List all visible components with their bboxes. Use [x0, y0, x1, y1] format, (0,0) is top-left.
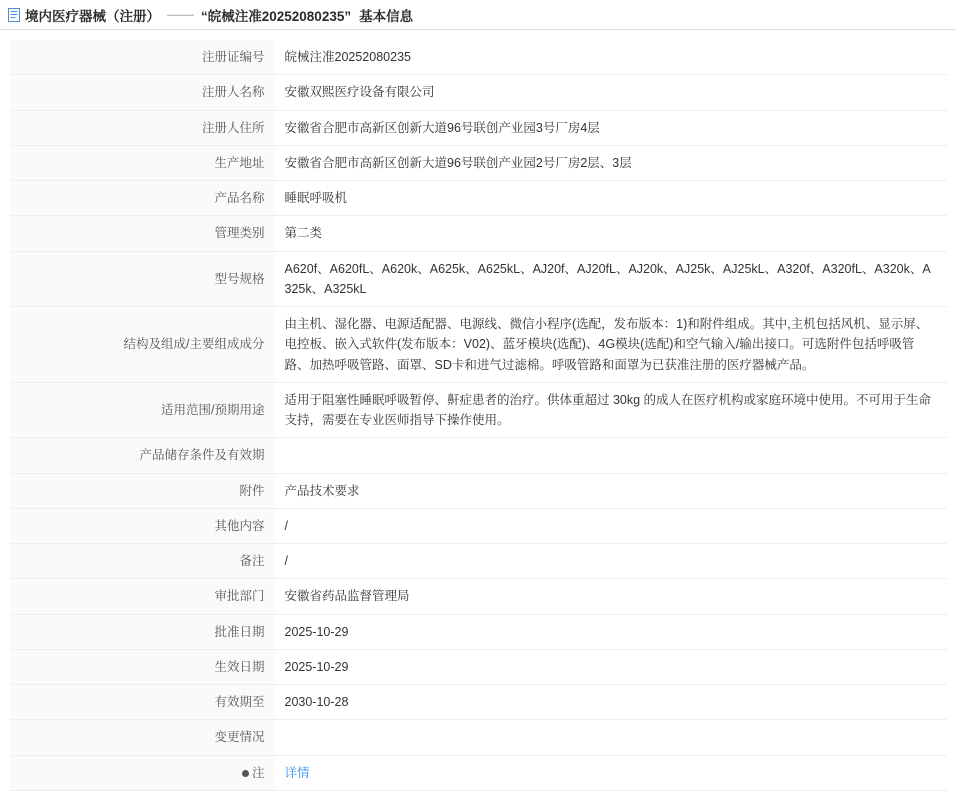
- row-value: 由主机、湿化器、电源适配器、电源线、微信小程序(选配，发布版本：1)和附件组成。其中,主机包括风机、显示屏、电控板、嵌入式软件(发布版本：V02)、蓝牙模块(选配)、4G模块(选配)和空气输入/输出接口。可选附件包括呼吸管路、加热呼吸管路、面罩、SD卡和进气过滤棉。呼吸管路和面罩为已获准注册的医疗器械产品。: [275, 307, 947, 383]
- row-label: 结构及组成/主要组成成分: [10, 307, 275, 383]
- row-value: 安徽双熙医疗设备有限公司: [275, 75, 947, 110]
- table-row: [10, 251, 947, 307]
- row-label: 审批部门: [10, 579, 275, 614]
- table-row: [10, 755, 947, 791]
- table-row: [10, 438, 947, 473]
- row-label: 产品储存条件及有效期: [10, 438, 275, 473]
- table-row: [10, 216, 947, 251]
- row-value: 2025-10-29: [275, 649, 947, 684]
- note-label-wrap: [242, 763, 265, 783]
- row-label: 产品名称: [10, 181, 275, 216]
- table-row: [10, 544, 947, 579]
- row-value: 睡眠呼吸机: [275, 181, 947, 216]
- table-row: [10, 649, 947, 684]
- table-row: [10, 181, 947, 216]
- row-label: 变更情况: [10, 720, 275, 755]
- table-row: [10, 75, 947, 110]
- table-row: [10, 614, 947, 649]
- row-label: 附件: [10, 473, 275, 508]
- row-label: 适用范围/预期用途: [10, 382, 275, 438]
- row-value: /: [275, 544, 947, 579]
- table-row: [10, 110, 947, 145]
- row-value: 安徽省合肥市高新区创新大道96号联创产业园2号厂房2层、3层: [275, 145, 947, 180]
- row-value: 2025-10-29: [275, 614, 947, 649]
- header-dash: ——: [167, 7, 194, 22]
- row-value: 安徽省药品监督管理局: [275, 579, 947, 614]
- row-label: 批准日期: [10, 614, 275, 649]
- row-value: 2030-10-28: [275, 685, 947, 720]
- row-label: 有效期至: [10, 685, 275, 720]
- device-info-table: [10, 40, 947, 791]
- table-row: [10, 685, 947, 720]
- row-value: 第二类: [275, 216, 947, 251]
- table-row: [10, 579, 947, 614]
- row-label-text: 注: [251, 765, 265, 780]
- row-label: 管理类别: [10, 216, 275, 251]
- note-dot-icon: [242, 770, 249, 777]
- row-label: 备注: [10, 544, 275, 579]
- row-value: 安徽省合肥市高新区创新大道96号联创产业园3号厂房4层: [275, 110, 947, 145]
- row-value: [275, 438, 947, 473]
- table-row: [10, 473, 947, 508]
- row-label: 其他内容: [10, 508, 275, 543]
- table-row: [10, 720, 947, 755]
- header-registration-number: “皖械注准20252080235”: [201, 8, 352, 24]
- page-title: 境内医疗器械（注册）: [25, 8, 160, 24]
- row-value: A620f、A620fL、A620k、A625k、A625kL、AJ20f、AJ20fL、AJ20k、AJ25k、AJ25kL、A320f、A320fL、A320k、A325k、A325kL: [275, 251, 947, 307]
- header-section-label: 基本信息: [359, 8, 414, 24]
- table-row: [10, 145, 947, 180]
- row-value: [275, 755, 947, 791]
- table-row: [10, 40, 947, 75]
- row-label: 注册证编号: [10, 40, 275, 75]
- table-row: [10, 382, 947, 438]
- row-label: 型号规格: [10, 251, 275, 307]
- document-icon: [8, 8, 21, 22]
- row-label: [10, 755, 275, 791]
- page-header: [0, 0, 956, 30]
- row-label: 注册人住所: [10, 110, 275, 145]
- table-row: [10, 307, 947, 383]
- detail-link[interactable]: 详情: [284, 765, 310, 780]
- row-label: 注册人名称: [10, 75, 275, 110]
- row-label: 生效日期: [10, 649, 275, 684]
- row-value: [275, 720, 947, 755]
- row-value: 产品技术要求: [275, 473, 947, 508]
- row-value: 适用于阻塞性睡眠呼吸暂停、鼾症患者的治疗。供体重超过 30kg 的成人在医疗机构或家庭环境中使用。不可用于生命支持，需要在专业医师指导下操作使用。: [275, 382, 947, 438]
- table-row: [10, 508, 947, 543]
- row-value: 皖械注准20252080235: [275, 40, 947, 75]
- row-label: 生产地址: [10, 145, 275, 180]
- row-value: /: [275, 508, 947, 543]
